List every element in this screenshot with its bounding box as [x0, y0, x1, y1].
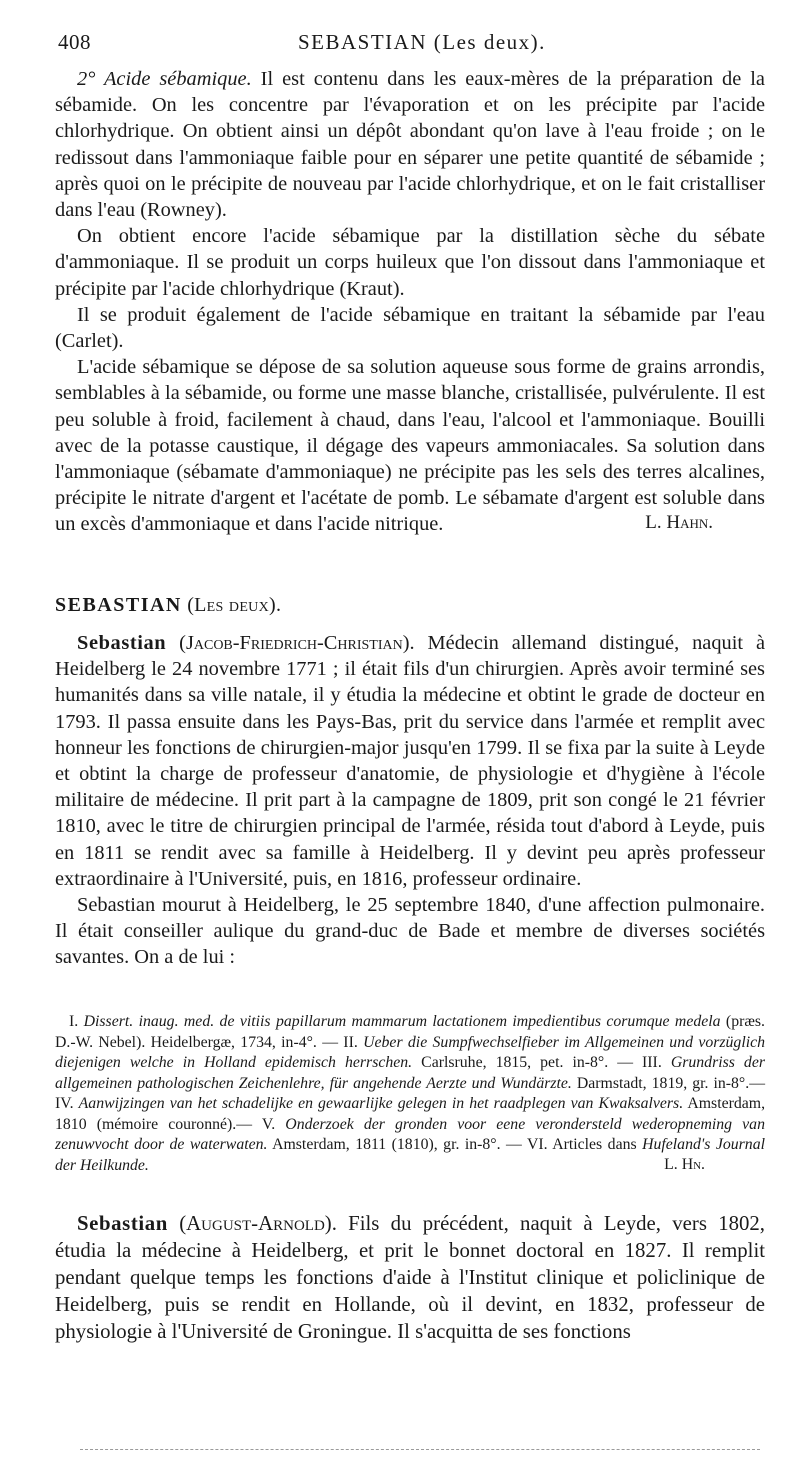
work-title: Onderzoek der gronden voor eene verondersteld wederopneming van zenuwvocht door de waterwaten.: [55, 1115, 765, 1153]
paragraph: On obtient encore l'acide sébamique par la distillation sèche du sébate d'ammoniaque. Il se produit un corps huileux que l'on dissout dans l'ammoniaque et précipite par l'acide chlorhydrique (Kraut).: [55, 225, 765, 300]
bibliography-text: Amsterdam, 1811 (1810), gr. in-8°. — VI. Articles dans: [267, 1136, 643, 1153]
article-acide-sebamique: [55, 66, 765, 534]
paragraph: Sebastian mourut à Heidelberg, le 25 septembre 1840, d'une affection pulmonaire. Il était conseiller aulique du grand-duc de Bade et membre de diverses sociétés savantes. On a de lui :: [55, 894, 765, 969]
entry-given-names: (August-Arnold).: [167, 1212, 337, 1235]
work-title: Hufeland's Journal der Heilkunde.: [55, 1136, 765, 1174]
footer-rule: [80, 1449, 760, 1450]
running-title: SEBASTIAN (Les deux).: [298, 30, 546, 54]
author-signature: L. Hahn.: [645, 511, 713, 533]
entry-given-names: (Jacob-Friedrich-Christian).: [166, 632, 415, 654]
work-title: Aanwijzingen van het schadelijke en gewaarlijke gelegen in het raadplegen van Kwaksalvers.: [78, 1095, 684, 1112]
work-title: Dissert. inaug. med. de vitiis papillarum mammarum lactationem impedientibus corumque medela: [83, 1013, 721, 1030]
bibliography: [55, 1012, 765, 1174]
paragraph: Sebastian (Jacob-Friedrich-Christian). Médecin allemand distingué, naquit à Heidelberg le 24 novembre 1771 ; il était fils d'un chirurgien. Après avoir terminé ses humanités dans sa ville natale, il y étudia la médecine et obtint le grade de docteur en 1793. Il passa ensuite dans les Pays-Bas, prit du service dans l'armée et remplit avec honneur les fonctions de chirurgien-major jusqu'en 1799. Il se fixa par la suite à Leyde et obtint la charge de professeur d'anatomie, de physiologie et d'hygiène à l'école militaire de médecine. Il prit part à la campagne de 1809, prit son congé le 21 février 1810, avec le titre de chirurgien principal de l'armée, résida tout d'abord à Leyde, puis en 1811 se rendit avec sa famille à Heidelberg. Il y devint peu après professeur extraordinaire à l'Université, puis, en 1816, professeur ordinaire.: [55, 632, 765, 890]
paragraph: 2° Acide sébamique. Il est contenu dans les eaux-mères de la préparation de la sébamide. On les concentre par l'évaporation et on les précipite par l'acide chlorhydrique. On obtient ainsi un dépôt abondant qu'on lave à l'eau froide ; on le redissout dans l'ammoniaque faible pour en séparer une petite quantité de sébamide ; après quoi on le précipite de nouveau par l'acide chlorhydrique, et on le fait cristalliser dans l'eau (Rowney).: [55, 68, 765, 222]
entry-name: Sebastian: [77, 1212, 168, 1235]
bibliography-text: Darmstadt, 1819, gr. in-8°.— IV.: [55, 1074, 765, 1112]
section-heading: [55, 592, 765, 618]
paragraph: Sebastian (August-Arnold). Fils du précédent, naquit à Leyde, vers 1802, étudia la médecine à Heidelberg, et prit le bonnet doctoral en 1827. Il remplit pendant quelque temps les fonctions d'aide à l'Institut clinique et policlinique de Heidelberg, puis se rendit en Hollande, où il devint, en 1832, professeur de physiologie à l'Université de Groningue. Il s'acquitta de ses fonctions: [55, 1212, 765, 1343]
author-signature: L. Hn.: [664, 1155, 705, 1173]
headword: SEBASTIAN: [55, 594, 182, 616]
page-header: [58, 30, 748, 60]
work-title: Ueber die Sumpfwechselfieber im Allgemeinen und vorzüglich diejenigen welche in Holland epidemisch herrschen.: [55, 1033, 766, 1071]
bibliography-text: (præs. D.-W. Nebel). Heidelbergæ, 1734, in-4°. — II.: [55, 1013, 765, 1051]
subsection-label: 2° Acide sébamique.: [77, 68, 252, 90]
bibliography-text: I.: [69, 1013, 84, 1030]
work-title: Grundriss der allgemeinen pathologischen Zeichenlehre, für angehende Aerzte und Wundärzte.: [55, 1054, 765, 1092]
page-number: 408: [58, 30, 91, 54]
bibliography-text: Amsterdam, 1810 (mémoire couronné).— V.: [55, 1095, 766, 1133]
bibliography-text: Carlsruhe, 1815, pet. in-8°. — III.: [412, 1054, 671, 1071]
entry-name: Sebastian: [77, 632, 167, 654]
entry-august-arnold: [55, 1210, 765, 1345]
entry-jacob-friedrich-christian: [55, 630, 765, 971]
bibliography-list: [55, 1012, 765, 1176]
paragraph: Il se produit également de l'acide sébamique en traitant la sébamide par l'eau (Carlet).: [55, 303, 765, 353]
headword-qualifier: (Les deux).: [181, 594, 282, 616]
paragraph: L'acide sébamique se dépose de sa solution aqueuse sous forme de grains arrondis, semblables à la sébamide, ou forme une masse blanche, cristallisée, pulvérulente. Il est peu soluble à froid, facilement à chaud, dans l'eau, l'alcool et l'ammoniaque. Bouilli avec de la potasse caustique, il dégage des vapeurs ammoniacales. Sa solution dans l'ammoniaque (sébamate d'ammoniaque) ne précipite pas les sels des terres alcalines, précipite le nitrate d'argent et l'acétate de pomb. Le sébamate d'argent est soluble dans un excès d'ammoniaque et dans l'acide nitrique.: [55, 356, 765, 536]
